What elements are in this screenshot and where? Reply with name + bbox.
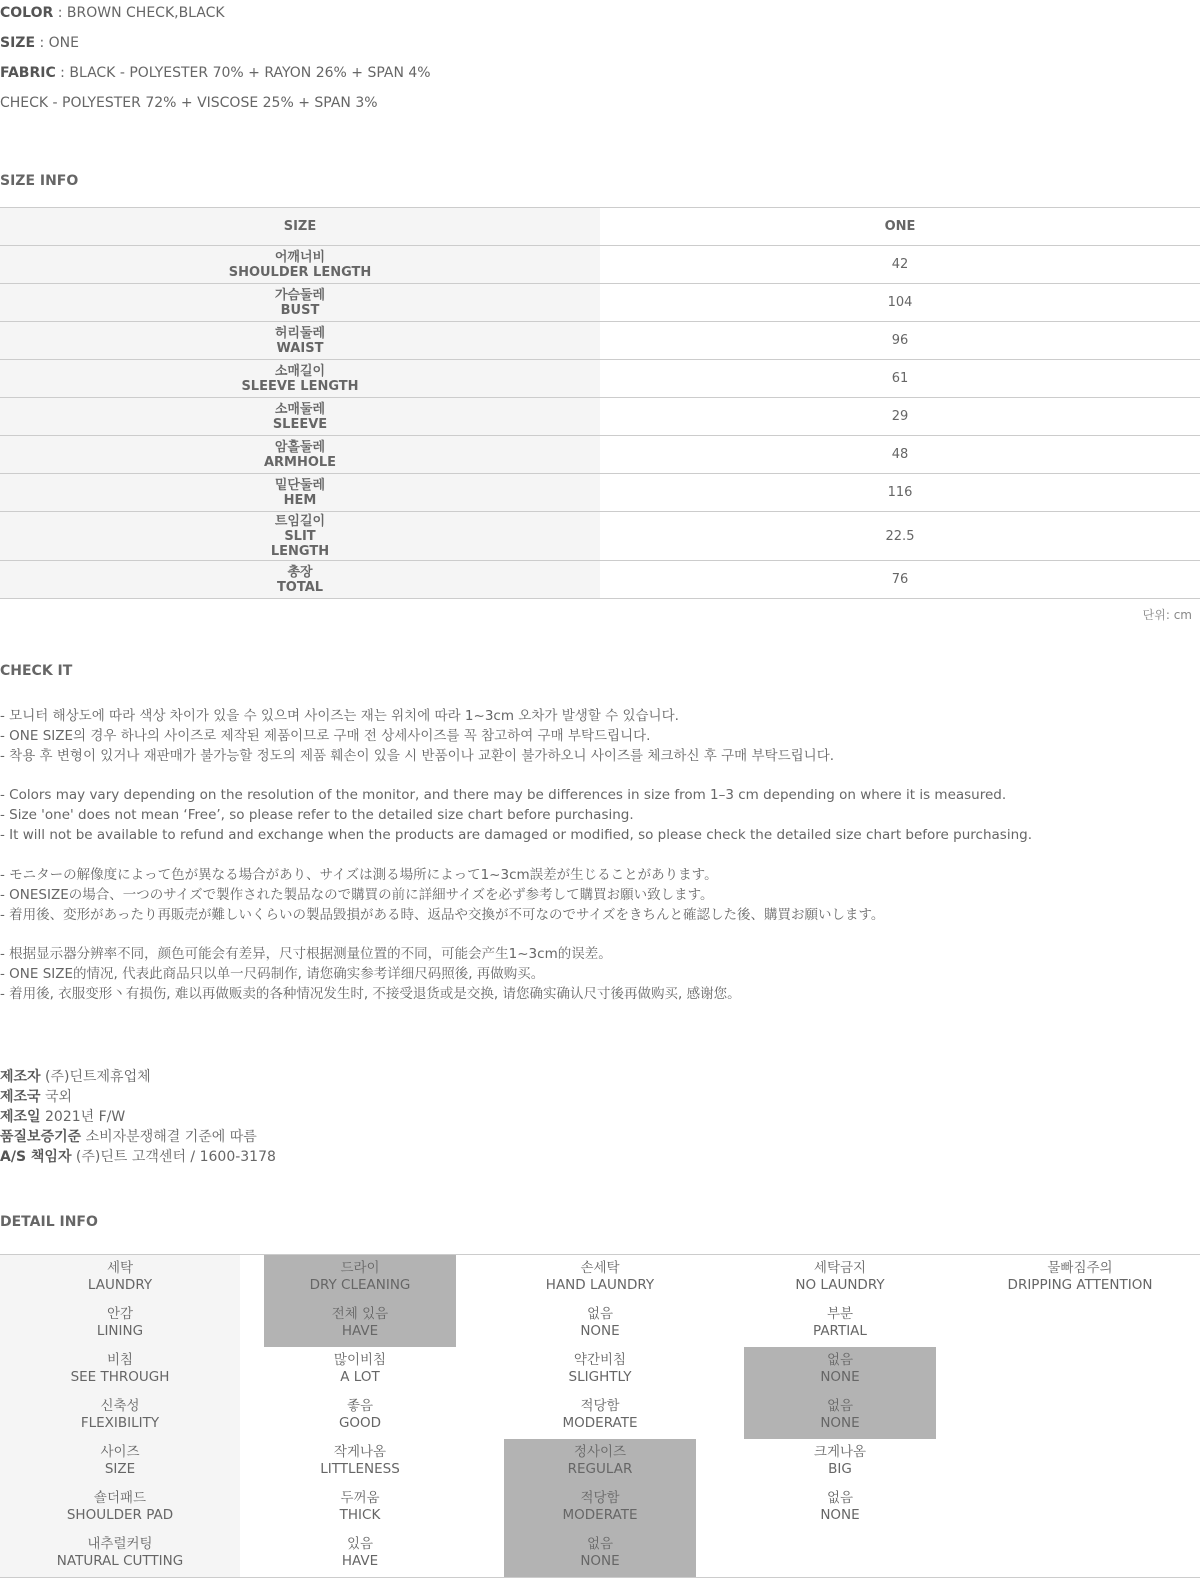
warranty-row — [0, 1127, 276, 1147]
detail-text-en: THICK — [339, 1507, 381, 1523]
notes-chinese — [0, 944, 741, 1004]
detail-text-ko: 약간비침 — [573, 1352, 627, 1368]
measurement-label — [0, 398, 600, 436]
fabric-spec-line2: CHECK - POLYESTER 72% + VISCOSE 25% + SPAN 3% — [0, 95, 378, 111]
detail-option — [960, 1255, 1200, 1301]
detail-text-ko: 없음 — [826, 1490, 854, 1506]
detail-text-ko: 없음 — [586, 1306, 614, 1322]
detail-text-en: PARTIAL — [813, 1323, 867, 1339]
detail-text-en: SEE THROUGH — [70, 1369, 170, 1385]
detail-option — [720, 1301, 960, 1347]
info-label: A/S 책임자 — [0, 1149, 72, 1165]
detail-row-label — [0, 1531, 240, 1577]
measurement-value: 61 — [600, 360, 1200, 398]
detail-option — [720, 1393, 960, 1439]
country-row — [0, 1087, 276, 1107]
detail-text-en: MODERATE — [562, 1415, 638, 1431]
note-line: - 모니터 해상도에 따라 색상 차이가 있을 수 있으며 사이즈는 재는 위치에 따라 1~3cm 오차가 발생할 수 있습니다. — [0, 708, 679, 724]
info-value: (주)딘트 고객센터 / 1600-3178 — [71, 1149, 276, 1165]
detail-text-en: NONE — [820, 1369, 860, 1385]
notes-korean — [0, 706, 834, 766]
detail-option — [240, 1347, 480, 1393]
size-table-row — [0, 360, 1200, 398]
detail-option — [240, 1485, 480, 1531]
detail-grid — [0, 1255, 1200, 1577]
info-label: 제조국 — [0, 1089, 41, 1105]
measurement-label — [0, 246, 600, 284]
detail-row-label — [0, 1255, 240, 1301]
note-line: - 着用後, 衣服变形丶有损伤, 难以再做贩卖的各种情况发生时, 不接受退货或是交换, 请您确实确认尺寸後再做购买, 感谢您。 — [0, 986, 741, 1002]
color-spec — [0, 5, 225, 21]
measurement-value: 48 — [600, 436, 1200, 474]
measurement-label — [0, 474, 600, 512]
note-line: - Size 'one' does not mean ‘Free’, so please refer to the detailed size chart before purchasing. — [0, 807, 634, 823]
detail-text-ko: 있음 — [346, 1536, 374, 1552]
measurement-name-en: SLEEVE — [272, 416, 328, 432]
notes-japanese — [0, 865, 884, 925]
detail-text-ko: 사이즈 — [100, 1444, 140, 1460]
detail-text-en: NATURAL CUTTING — [56, 1553, 184, 1569]
measurement-label — [0, 360, 600, 398]
note-line: - 着用後、変形があったり再販売が難しいくらいの製品毀損がある時、返品や交換が不可なのでサイズをきちんと確認した後、購買お願いします。 — [0, 907, 885, 923]
size-table-row — [0, 246, 1200, 284]
detail-option — [240, 1255, 480, 1301]
detail-text-en: BIG — [828, 1461, 852, 1477]
measurement-label — [0, 436, 600, 474]
detail-text-en: LITTLENESS — [320, 1461, 400, 1477]
measurement-value: 96 — [600, 322, 1200, 360]
measurement-value: 76 — [600, 561, 1200, 599]
size-table-row — [0, 284, 1200, 322]
info-value: 국외 — [40, 1089, 73, 1105]
detail-row-label — [0, 1393, 240, 1439]
info-value: 2021년 F/W — [40, 1109, 126, 1125]
size-table-row — [0, 436, 1200, 474]
detail-option — [480, 1439, 720, 1485]
measurement-name-en: BUST — [280, 302, 320, 318]
detail-text-ko: 없음 — [586, 1536, 614, 1552]
detail-text-ko: 많이비침 — [333, 1352, 387, 1368]
detail-text-ko: 신축성 — [100, 1398, 140, 1414]
measurement-label — [0, 561, 600, 599]
detail-text-en: SLIGHTLY — [568, 1369, 632, 1385]
size-info-title: SIZE INFO — [0, 173, 79, 189]
detail-option — [720, 1255, 960, 1301]
detail-text-ko: 두꺼움 — [340, 1490, 380, 1506]
note-line: - ONE SIZE의 경우 하나의 사이즈로 제작된 제품이므로 구매 전 상세사이즈를 꼭 참고하여 구매 부탁드립니다. — [0, 728, 651, 744]
detail-text-en: DRY CLEANING — [309, 1277, 411, 1293]
size-spec — [0, 35, 79, 51]
as-row — [0, 1147, 276, 1167]
measurement-name-en: HEM — [283, 492, 317, 508]
measurement-label — [0, 284, 600, 322]
detail-option — [480, 1531, 720, 1577]
note-line: - ONESIZEの場合、一つのサイズで製作された製品なので購買の前に詳細サイズを必ず参考して購買お願い致します。 — [0, 887, 714, 903]
detail-row-label — [0, 1485, 240, 1531]
measurement-name-ko: 총장 — [287, 564, 313, 580]
detail-text-ko: 손세탁 — [580, 1260, 620, 1276]
detail-text-en: A LOT — [340, 1369, 380, 1385]
detail-text-ko: 세탁금지 — [813, 1260, 867, 1276]
detail-text-en: LAUNDRY — [87, 1277, 153, 1293]
measurement-value: 22.5 — [600, 512, 1200, 561]
detail-text-en: FLEXIBILITY — [80, 1415, 160, 1431]
detail-text-ko: 좋음 — [346, 1398, 374, 1414]
detail-option — [240, 1531, 480, 1577]
size-header-label: SIZE — [0, 208, 600, 246]
info-label: 품질보증기준 — [0, 1129, 82, 1145]
detail-option — [480, 1255, 720, 1301]
detail-text-ko: 정사이즈 — [573, 1444, 627, 1460]
info-value: 소비자분쟁해결 기준에 따름 — [81, 1129, 257, 1145]
detail-text-ko: 없음 — [826, 1352, 854, 1368]
note-line: - It will not be available to refund and exchange when the products are damaged or modified, so please check the detailed size chart before purchasing. — [0, 827, 1032, 843]
color-label: COLOR — [0, 5, 54, 21]
detail-text-ko: 작게나옴 — [333, 1444, 387, 1460]
detail-text-en: HAND LAUNDRY — [545, 1277, 655, 1293]
detail-text-ko: 내추럴커팅 — [87, 1536, 153, 1552]
measurement-name-en: ARMHOLE — [263, 454, 337, 470]
detail-text-ko: 세탁 — [106, 1260, 134, 1276]
detail-row-label — [0, 1347, 240, 1393]
measurement-name-en: SHOULDER LENGTH — [228, 264, 372, 280]
detail-option — [720, 1439, 960, 1485]
detail-text-ko: 숄더패드 — [93, 1490, 147, 1506]
detail-option — [720, 1347, 960, 1393]
measurement-name-ko: 어깨너비 — [274, 249, 326, 265]
notes-english — [0, 785, 1032, 845]
detail-text-ko: 적당함 — [580, 1398, 620, 1414]
measurement-value: 116 — [600, 474, 1200, 512]
fabric-label: FABRIC — [0, 65, 56, 81]
detail-bottom-rule — [0, 1577, 1200, 1578]
detail-text-en: NONE — [820, 1415, 860, 1431]
note-line: - 根据显示器分辨率不同，颜色可能会有差异，尺寸根据测量位置的不同，可能会产生1~3cm的误差。 — [0, 946, 612, 962]
detail-text-ko: 물빠짐주의 — [1047, 1260, 1113, 1276]
detail-text-ko: 없음 — [826, 1398, 854, 1414]
detail-text-en: NONE — [820, 1507, 860, 1523]
measurement-name-ko: 소매둘레 — [274, 401, 326, 417]
measurement-name-ko: 허리둘레 — [274, 325, 326, 341]
note-line: - ONE SIZE的情况, 代表此商品只以单一尺码制作, 请您确实参考详细尺码照後, 再做购买。 — [0, 966, 545, 982]
measurement-name-en: LENGTH — [270, 543, 330, 559]
measurement-name-ko: 소매길이 — [274, 363, 326, 379]
size-header-value: ONE — [600, 208, 1200, 246]
info-label: 제조자 — [0, 1069, 41, 1085]
detail-text-en: NO LAUNDRY — [795, 1277, 885, 1293]
detail-option — [480, 1347, 720, 1393]
detail-text-en: SIZE — [104, 1461, 136, 1477]
measurement-value: 29 — [600, 398, 1200, 436]
measurement-name-ko: 밑단둘레 — [274, 477, 326, 493]
detail-text-en: NONE — [580, 1323, 620, 1339]
detail-option — [240, 1301, 480, 1347]
info-value: (주)딘트제휴업체 — [40, 1069, 151, 1085]
detail-text-ko: 크게나옴 — [813, 1444, 867, 1460]
detail-text-ko: 비침 — [106, 1352, 134, 1368]
detail-text-en: DRIPPING ATTENTION — [1007, 1277, 1153, 1293]
size-table-row — [0, 474, 1200, 512]
detail-text-en: HAVE — [341, 1323, 379, 1339]
measurement-label — [0, 322, 600, 360]
size-table-row — [0, 398, 1200, 436]
size-table-row — [0, 561, 1200, 599]
detail-text-en: GOOD — [338, 1415, 382, 1431]
measurement-name-en: SLEEVE LENGTH — [241, 378, 359, 394]
measurement-name-en: TOTAL — [276, 579, 324, 595]
measurement-name-ko: 가슴둘레 — [274, 287, 326, 303]
size-table — [0, 207, 1200, 599]
detail-text-en: NONE — [580, 1553, 620, 1569]
detail-option — [480, 1393, 720, 1439]
detail-option — [720, 1485, 960, 1531]
detail-text-en: MODERATE — [562, 1507, 638, 1523]
detail-info-title: DETAIL INFO — [0, 1214, 98, 1230]
detail-row-label — [0, 1301, 240, 1347]
size-value: : ONE — [35, 35, 79, 51]
info-label: 제조일 — [0, 1109, 41, 1125]
measurement-value: 104 — [600, 284, 1200, 322]
measurement-name-en: SLIT — [284, 528, 316, 544]
note-line: - モニターの解像度によって色が異なる場合があり、サイズは測る場所によって1~3cm誤差が生じることがあります。 — [0, 867, 718, 883]
detail-option — [240, 1439, 480, 1485]
fabric-value: : BLACK - POLYESTER 70% + RAYON 26% + SPAN 4% — [55, 65, 431, 81]
detail-text-ko: 부분 — [826, 1306, 854, 1322]
color-value: : BROWN CHECK,BLACK — [53, 5, 225, 21]
product-info — [0, 1067, 276, 1167]
detail-option — [480, 1485, 720, 1531]
size-label: SIZE — [0, 35, 36, 51]
detail-text-ko: 안감 — [106, 1306, 134, 1322]
size-table-header — [0, 208, 1200, 246]
manufacturer-row — [0, 1067, 276, 1087]
detail-text-en: REGULAR — [567, 1461, 633, 1477]
measurement-name-ko: 트임길이 — [274, 513, 326, 529]
measurement-value: 42 — [600, 246, 1200, 284]
detail-text-en: SHOULDER PAD — [66, 1507, 174, 1523]
detail-option — [240, 1393, 480, 1439]
note-line: - Colors may vary depending on the resolution of the monitor, and there may be differences in size from 1–3 cm depending on where it is measured. — [0, 787, 1007, 803]
size-table-row — [0, 322, 1200, 360]
size-table-row — [0, 512, 1200, 561]
detail-text-ko: 적당함 — [580, 1490, 620, 1506]
measurement-label — [0, 512, 600, 561]
measurement-name-en: WAIST — [276, 340, 324, 356]
measurement-name-ko: 암홀둘레 — [274, 439, 326, 455]
unit-note: 단위: cm — [1142, 608, 1192, 622]
detail-text-ko: 드라이 — [340, 1260, 380, 1276]
note-line: - 착용 후 변형이 있거나 재판매가 불가능할 정도의 제품 훼손이 있을 시 반품이나 교환이 불가하오니 사이즈를 체크하신 후 구매 부탁드립니다. — [0, 748, 835, 764]
date-row — [0, 1107, 276, 1127]
fabric-spec — [0, 65, 431, 81]
detail-option — [480, 1301, 720, 1347]
detail-text-en: HAVE — [341, 1553, 379, 1569]
detail-text-en: LINING — [96, 1323, 144, 1339]
detail-row-label — [0, 1439, 240, 1485]
check-it-title: CHECK IT — [0, 663, 73, 679]
detail-text-ko: 전체 있음 — [331, 1306, 389, 1322]
